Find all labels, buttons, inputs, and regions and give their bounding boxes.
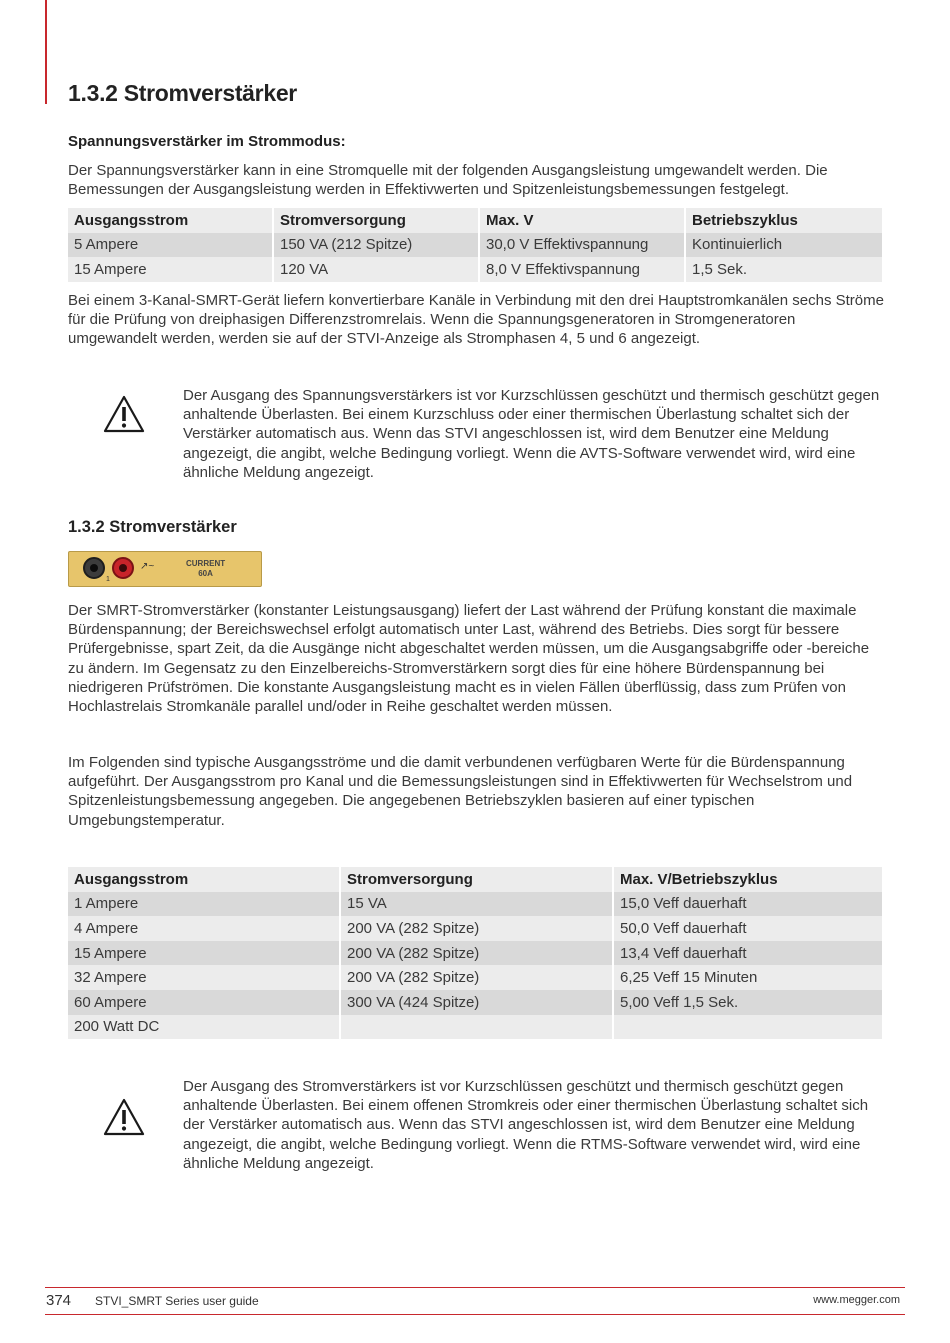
accent-bar xyxy=(45,0,47,104)
typical-outputs-paragraph: Im Folgenden sind typische Ausgangsströme und die damit verbundenen verfügbaren Werte für die Bürdenspannung aufgeführt. Der Ausgangsstrom pro Kanal und die Bemessungsleistungen sind in Effektivwerten für Wechselstrom und Spitzenleistungsbemessung angegeben. Die angegebenen Betriebszyklen basieren auf einer typischen Umgebungstemperatur. xyxy=(68,754,853,829)
table-row xyxy=(68,1015,882,1040)
section-title: 1.3.2 Stromverstärker xyxy=(68,518,237,536)
table-cell: 120 VA xyxy=(273,257,479,282)
table-header-cell: Stromversorgung xyxy=(273,208,479,233)
table-cell: 300 VA (424 Spitze) xyxy=(340,990,613,1015)
page-number: 374 xyxy=(46,1292,72,1309)
table-cell: 60 Ampere xyxy=(68,990,340,1015)
table-cell: 32 Ampere xyxy=(68,965,340,990)
warning-text-voltage-amp: Der Ausgang des Spannungsverstärkers ist vor Kurzschlüssen geschützt und thermisch geschützt gegen anhaltende Überlasten. Bei einem Kurzschluss oder einer thermischen Überlastung schaltet sich der Verstärker automatisch aus. Wenn das STVI angeschlossen ist, wird dem Benutzer eine Meldung angezeigt, die angibt, welche Bedingung vorliegt. Wenn die AVTS-Software verwendet wird, wird eine ähnliche Meldung angezeigt. xyxy=(183,387,880,481)
guide-title: STVI_SMRT Series user guide xyxy=(95,1294,259,1308)
table-cell: 1,5 Sek. xyxy=(685,257,882,282)
warning-text-current-amp: Der Ausgang des Stromverstärkers ist vor Kurzschlüssen geschützt und thermisch geschützt gegen anhaltende Überlasten. Bei einem offenen Stromkreis oder einer thermischen Überlastung schaltet sich der Verstärker automatisch aus. Wenn das STVI angeschlossen ist, wird dem Benutzer eine Meldung angezeigt, die angibt, welche Bedingung vorliegt. Wenn die RTMS-Software verwendet wird, wird eine ähnliche Meldung angezeigt. xyxy=(183,1078,869,1172)
current-amplifier-panel-image xyxy=(68,551,262,587)
table-cell: 15 Ampere xyxy=(68,941,340,966)
table-cell: 200 Watt DC xyxy=(68,1015,340,1040)
table-row xyxy=(68,257,882,282)
table-header-cell: Max. V xyxy=(479,208,685,233)
table-row xyxy=(68,941,882,966)
panel-label xyxy=(186,559,225,579)
table-header-row xyxy=(68,867,882,892)
table-header-cell: Max. V/Betriebszyklus xyxy=(613,867,882,892)
table-cell: 200 VA (282 Spitze) xyxy=(340,941,613,966)
table-cell: 4 Ampere xyxy=(68,916,340,941)
table-cell: 6,25 Veff 15 Minuten xyxy=(613,965,882,990)
table-cell: 5 Ampere xyxy=(68,233,273,258)
subsection-title: Spannungsverstärker im Strommodus: xyxy=(68,133,346,150)
page-title: 1.3.2 Stromverstärker xyxy=(68,80,297,106)
warning-icon xyxy=(103,395,145,433)
footer-rule-bottom xyxy=(45,1314,905,1315)
table-cell: 15,0 Veff dauerhaft xyxy=(613,892,882,917)
table-cell: 150 VA (212 Spitze) xyxy=(273,233,479,258)
table-row xyxy=(68,233,882,258)
table-cell: 50,0 Veff dauerhaft xyxy=(613,916,882,941)
panel-label-current: CURRENT xyxy=(186,559,226,568)
table-row xyxy=(68,916,882,941)
warning-icon xyxy=(103,1098,145,1136)
table-header-cell: Ausgangsstrom xyxy=(68,208,273,233)
footer-rule-top xyxy=(45,1287,905,1288)
table-row xyxy=(68,965,882,990)
table-header-cell: Ausgangsstrom xyxy=(68,867,340,892)
table-header-cell: Betriebszyklus xyxy=(685,208,882,233)
black-terminal xyxy=(83,557,105,579)
red-terminal xyxy=(112,557,134,579)
current-source-symbol-icon: ↗~ xyxy=(140,561,155,572)
panel-channel-number: 1 xyxy=(106,576,110,583)
table-header-row xyxy=(68,208,882,233)
table-cell: Kontinuierlich xyxy=(685,233,882,258)
table-cell: 15 VA xyxy=(340,892,613,917)
table-cell xyxy=(613,1015,882,1040)
table-cell: 8,0 V Effektivspannung xyxy=(479,257,685,282)
table-cell: 13,4 Veff dauerhaft xyxy=(613,941,882,966)
intro-paragraph: Der Spannungsverstärker kann in eine Stromquelle mit der folgenden Ausgangsleistung umgewandelt werden. Die Bemessungen der Ausgangsleistung werden in Effektivwerten und Spitzenleistungsbemessungen festgelegt. xyxy=(68,162,828,199)
table-cell: 5,00 Veff 1,5 Sek. xyxy=(613,990,882,1015)
table-row xyxy=(68,892,882,917)
table-row xyxy=(68,990,882,1015)
smrt-amp-paragraph: Der SMRT-Stromverstärker (konstanter Leistungsausgang) liefert der Last während der Prüfung konstant die maximale Bürdenspannung; der Bereichswechsel erfolgt automatisch unter Last, während des Betriebs. Dies sorgt für bessere Prüfergebnisse, spart Zeit, da die Ausgänge nicht abgeschaltet werden müssen, um die Ausgangsabgriffe oder -bereiche zu ändern. Im Gegensatz zu den Einzelbereichs-Stromverstärkern sorgt dies für eine höhere Bürdenspannung bei niedrigeren Prüfströmen. Die konstante Ausgangsleistung macht es in vielen Fällen überflüssig, dass zum Prüfen von Hochlastrelais Stromkanäle parallel und/oder in Reihe geschaltet werden müssen. xyxy=(68,602,870,716)
three-channel-paragraph: Bei einem 3-Kanal-SMRT-Gerät liefern konvertierbare Kanäle in Verbindung mit den drei Hauptstromkanälen sechs Ströme für die Prüfung von dreiphasigen Differenzstromrelais. Wenn die Spannungsgeneratoren in Stromgeneratoren umgewandelt werden, werden sie auf der STVI-Anzeige als Stromphasen 4, 5 und 6 angezeigt. xyxy=(68,292,884,348)
table-cell: 30,0 V Effektivspannung xyxy=(479,233,685,258)
table-cell: 15 Ampere xyxy=(68,257,273,282)
panel-label-rating: 60A xyxy=(198,569,213,578)
table-cell: 200 VA (282 Spitze) xyxy=(340,916,613,941)
website-link[interactable]: www.megger.com xyxy=(813,1294,900,1306)
table-cell: 1 Ampere xyxy=(68,892,340,917)
table-current-amp-outputs xyxy=(68,867,882,1039)
table-cell: 200 VA (282 Spitze) xyxy=(340,965,613,990)
table-cell xyxy=(340,1015,613,1040)
table-voltage-amp-current-mode xyxy=(68,208,882,282)
table-header-cell: Stromversorgung xyxy=(340,867,613,892)
